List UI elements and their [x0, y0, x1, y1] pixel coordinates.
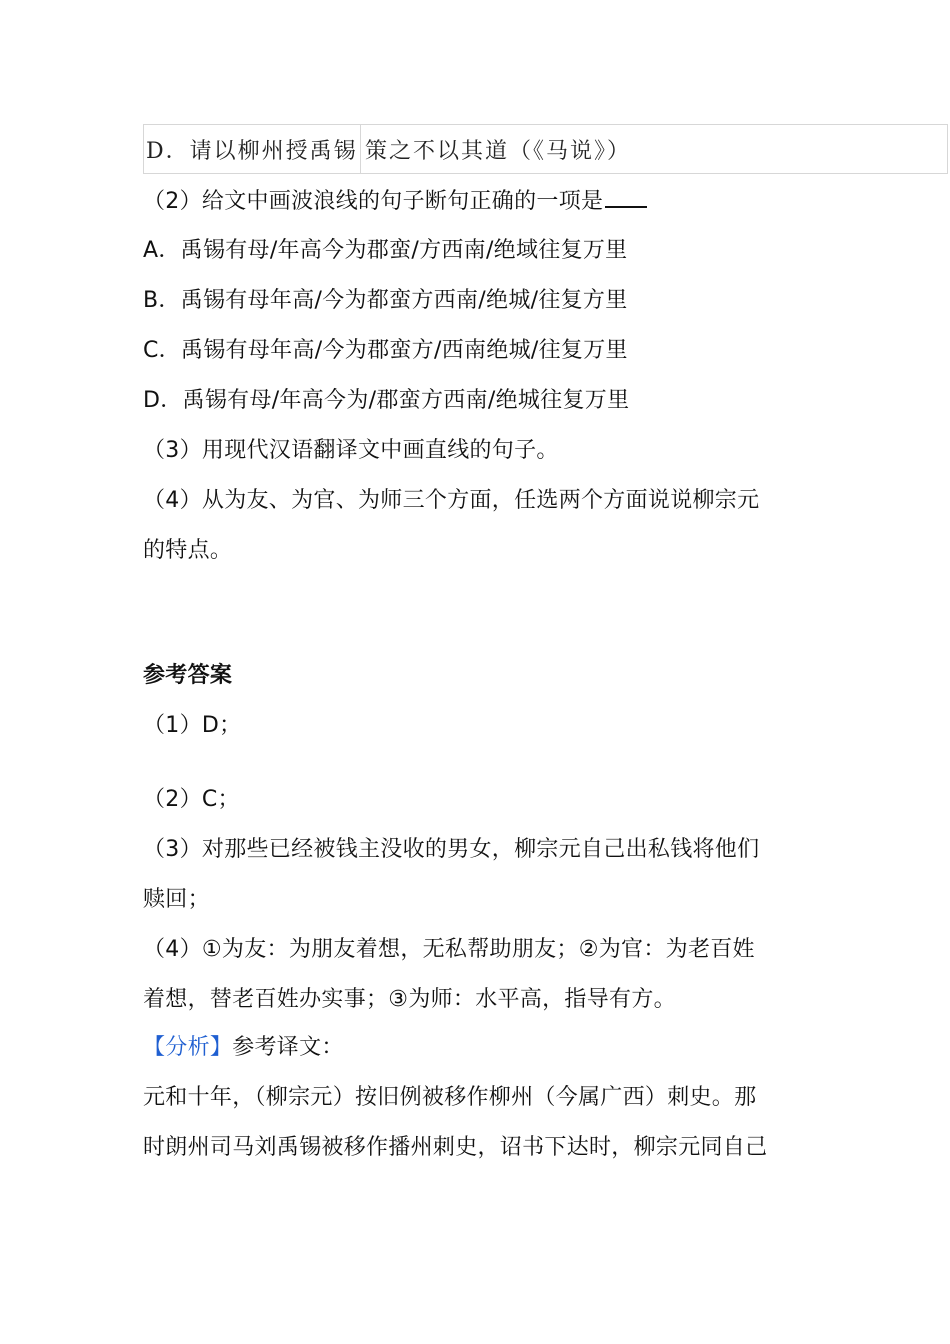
question-2-option-b: B．禹锡有母年高/今为都蛮方西南/绝城/往复方里 [143, 288, 628, 313]
analysis-translation-line-1: 元和十年，（柳宗元）按旧例被移作柳州（今属广西）刺史。那 [143, 1085, 757, 1110]
answers-heading: 参考答案 [143, 663, 233, 688]
option-d-table-row [143, 124, 948, 174]
answer-4-line-2: 着想，替老百姓办实事；③为师：水平高，指导有方。 [143, 987, 676, 1012]
analysis-tag: 【分析】 [143, 1035, 233, 1060]
analysis-translation-line-2: 时朗州司马刘禹锡被移作播州刺史，诏书下达时，柳宗元同自己 [143, 1135, 768, 1160]
question-2-option-a: A．禹锡有母/年高今为郡蛮/方西南/绝域往复万里 [143, 238, 628, 263]
question-2-option-d: D．禹锡有母/年高今为/郡蛮方西南/绝城往复万里 [143, 388, 630, 413]
question-2-text: （2）给文中画波浪线的句子断句正确的一项是 [143, 189, 604, 214]
answer-blank [605, 186, 647, 208]
answer-2: （2）C； [143, 787, 240, 812]
answer-1: （1）D； [143, 713, 242, 738]
analysis-heading-line [143, 1033, 344, 1063]
option-d-left-cell: D．请以柳州授禹锡 [144, 125, 361, 173]
answer-3-line-2: 赎回； [143, 887, 210, 912]
question-2-prompt [143, 186, 647, 217]
question-4-prompt-line-2: 的特点。 [143, 538, 233, 563]
analysis-label: 参考译文： [232, 1035, 344, 1060]
answer-3-line-1: （3）对那些已经被钱主没收的男女，柳宗元自己出私钱将他们 [143, 837, 760, 862]
question-3-prompt: （3）用现代汉语翻译文中画直线的句子。 [143, 438, 559, 463]
question-2-option-c: C．禹锡有母年高/今为郡蛮方/西南绝城/往复万里 [143, 338, 628, 363]
question-4-prompt-line-1: （4）从为友、为官、为师三个方面，任选两个方面说说柳宗元 [143, 488, 760, 513]
option-d-right-cell: 策之不以其道（《马说》） [365, 138, 632, 164]
answer-4-line-1: （4）①为友：为朋友着想，无私帮助朋友；②为官：为老百姓 [143, 937, 755, 962]
